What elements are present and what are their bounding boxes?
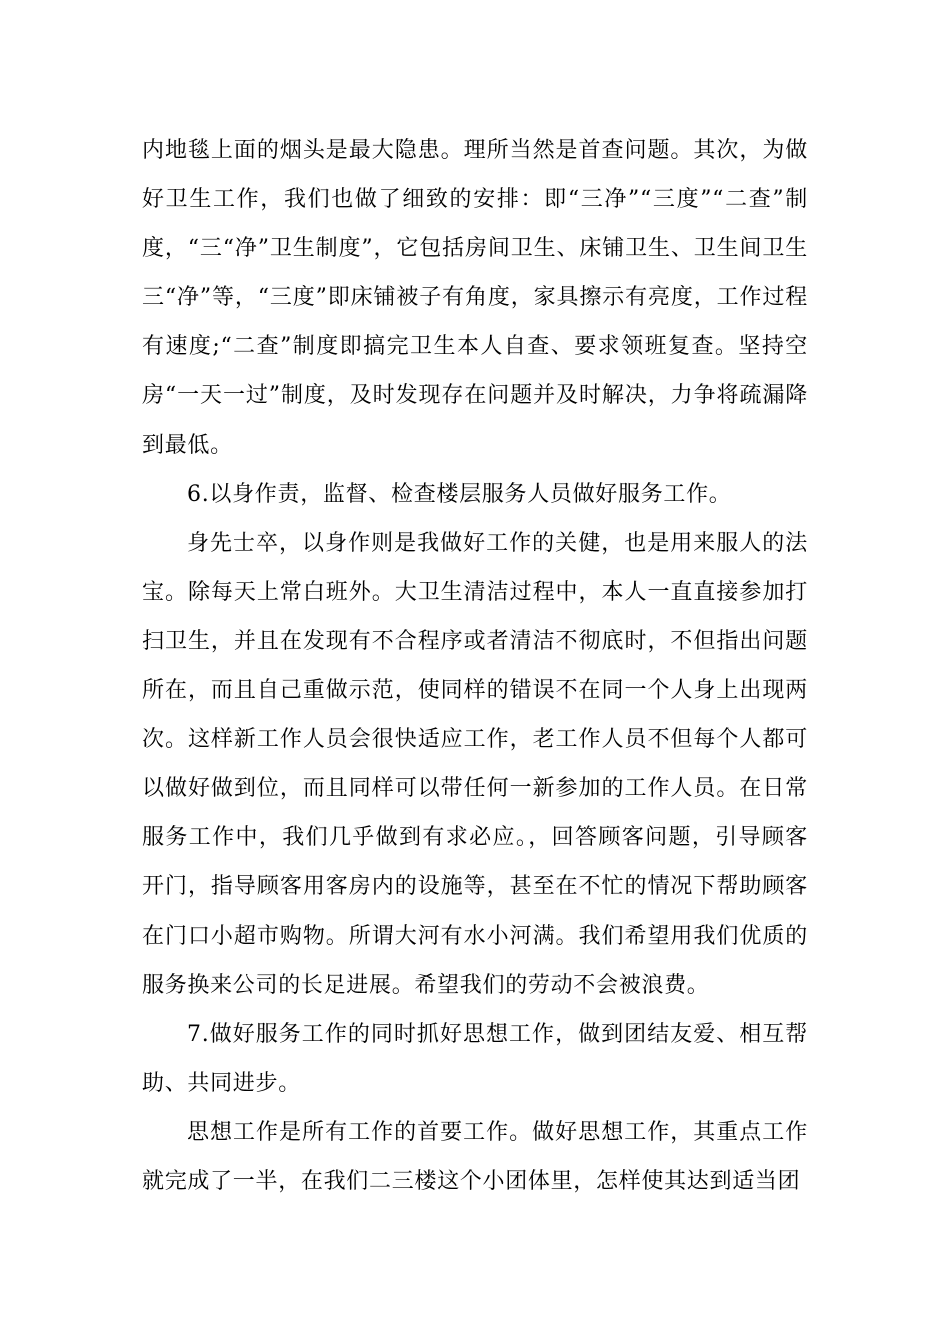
paragraph-section-7: 思想工作是所有工作的首要工作。做好思想工作，其重点工作就完成了一半，在我们二三楼这个小团体里，怎样使其达到适当团 xyxy=(142,1119,808,1194)
section-heading-7: 7.做好服务工作的同时抓好思想工作，做到团结友爱、相互帮助、共同进步。 xyxy=(142,1021,808,1096)
paragraph-continuation: 内地毯上面的烟头是最大隐患。理所当然是首查问题。其次，为做好卫生工作，我们也做了细致的安排：即“三净”“三度”“二查”制度，“三“净”卫生制度”，它包括房间卫生、床铺卫生、卫生间卫生三“净”等，“三度”即床铺被子有角度，家具擦示有亮度，工作过程有速度;“二查”制度即搞完卫生本人自查、要求领班复查。坚持空房“一天一过”制度，及时发现存在问题并及时解决，力争将疏漏降到最低。 xyxy=(142,138,808,458)
document-page xyxy=(142,126,808,1206)
section-heading-6: 6.以身作责，监督、检查楼层服务人员做好服务工作。 xyxy=(187,481,732,507)
paragraph-section-6: 身先士卒，以身作则是我做好工作的关健，也是用来服人的法宝。除每天上常白班外。大卫生清洁过程中，本人一直直接参加打扫卫生，并且在发现有不合程序或者清洁不彻底时，不但指出问题所在，而且自己重做示范，使同样的错误不在同一个人身上出现两次。这样新工作人员会很快适应工作，老工作人员不但每个人都可以做好做到位，而且同样可以带任何一新参加的工作人员。在日常服务工作中，我们几乎做到有求必应。，回答顾客问题，引导顾客开门，指导顾客用客房内的设施等，甚至在不忙的情况下帮助顾客在门口小超市购物。所谓大河有水小河满。我们希望用我们优质的服务换来公司的长足进展。希望我们的劳动不会被浪费。 xyxy=(142,530,808,998)
